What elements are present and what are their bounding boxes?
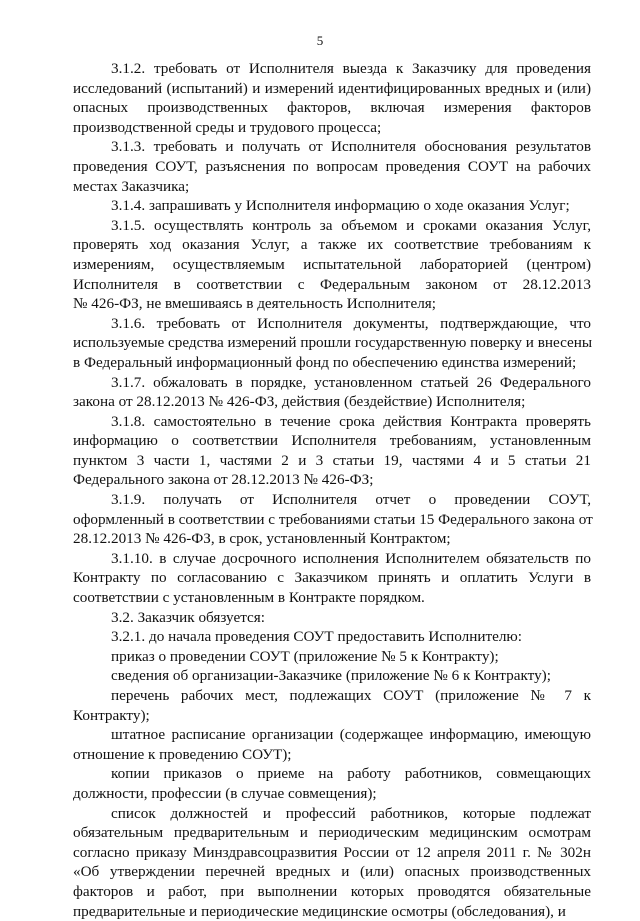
text-line: закона от 28.12.2013 № 426-ФЗ, действия (бездействие) Исполнителя; bbox=[73, 393, 526, 411]
text-line: копии приказов о приеме на работу работников, совмещающих bbox=[111, 765, 591, 783]
paragraph-positions bbox=[73, 804, 591, 921]
text-line: 3.1.10. в случае досрочного исполнения Исполнителем обязательств по bbox=[111, 549, 591, 567]
paragraph-3-1-2 bbox=[73, 59, 591, 137]
text-line: 3.2. Заказчик обязуется: bbox=[111, 608, 265, 626]
text-line: 3.1.4. запрашивать у Исполнителя информацию о ходе оказания Услуг; bbox=[111, 197, 570, 215]
text-line: приказ о проведении СОУТ (приложение № 5 к Контракту); bbox=[111, 647, 499, 665]
paragraph-staffing bbox=[73, 725, 591, 764]
text-line: Исполнителя в соответствии с Федеральным законом от 28.12.2013 bbox=[73, 275, 591, 293]
text-line: информацию о соответствии Исполнителя требованиям, установленным bbox=[73, 432, 591, 450]
text-line: Федерального закона от 28.12.2013 № 426-ФЗ; bbox=[73, 471, 374, 489]
text-line: проверять ход оказания Услуг, а также их соответствие требованиям к bbox=[73, 236, 591, 254]
text-line: используемые средства измерений прошли государственную поверку и внесены bbox=[73, 334, 593, 352]
text-line: отношение к проведению СОУТ); bbox=[73, 745, 292, 763]
text-line: факторов и работ, при выполнении которых проводятся обязательные bbox=[73, 882, 591, 900]
paragraph-3-2 bbox=[73, 608, 591, 628]
text-line: 3.1.5. осуществлять контроль за объемом и сроками оказания Услуг, bbox=[111, 216, 591, 234]
text-line: Контракту по согласованию с Заказчиком принять и оплатить Услуги в bbox=[73, 569, 591, 587]
document-body bbox=[73, 59, 591, 921]
text-line: предварительные и периодические медицинские осмотры (обследования), и bbox=[73, 902, 566, 920]
paragraph-hiring bbox=[73, 764, 591, 803]
text-line: штатное расписание организации (содержащее информацию, имеющую bbox=[111, 726, 591, 744]
text-line: согласно приказу Минздравсоцразвития России от 12 апреля 2011 г. № 302н bbox=[73, 843, 591, 861]
text-line: местах Заказчика; bbox=[73, 177, 190, 195]
paragraph-order bbox=[73, 647, 591, 667]
text-line: 3.1.8. самостоятельно в течение срока действия Контракта проверять bbox=[111, 412, 591, 430]
text-line: 3.1.6. требовать от Исполнителя документы, подтверждающие, что bbox=[111, 314, 591, 332]
text-line: оформленный в соответствии с требованиями статьи 15 Федерального закона от bbox=[73, 510, 593, 528]
paragraph-3-1-9 bbox=[73, 490, 591, 549]
paragraph-3-2-1 bbox=[73, 627, 591, 647]
text-line: обязательным предварительным и периодическим медицинским осмотрам bbox=[73, 824, 591, 842]
text-line: № 426-ФЗ, не вмешиваясь в деятельность Исполнителя; bbox=[73, 295, 436, 313]
paragraph-workplaces bbox=[73, 686, 591, 725]
text-line: проведения СОУТ, разъяснения по вопросам проведения СОУТ на рабочих bbox=[73, 157, 591, 175]
text-line: исследований (испытаний) и измерений идентифицированных вредных и (или) bbox=[73, 79, 591, 97]
page-number: 5 bbox=[316, 33, 324, 48]
paragraph-org-info bbox=[73, 666, 591, 686]
text-line: 3.1.2. требовать от Исполнителя выезда к Заказчику для проведения bbox=[111, 60, 591, 77]
paragraph-3-1-5 bbox=[73, 216, 591, 314]
text-line: опасных производственных факторов, включая измерения факторов bbox=[73, 99, 591, 117]
paragraph-3-1-3 bbox=[73, 137, 591, 196]
text-line: перечень рабочих мест, подлежащих СОУТ (приложение № 7 к bbox=[111, 687, 591, 704]
text-line: 3.2.1. до начала проведения СОУТ предоставить Исполнителю: bbox=[111, 628, 523, 646]
text-line: в Федеральный информационный фонд по обеспечению единства измерений; bbox=[73, 353, 577, 371]
text-line: соответствии с установленным в Контракте порядком. bbox=[73, 589, 425, 607]
text-line: сведения об организации-Заказчике (приложение № 6 к Контракту); bbox=[111, 667, 551, 685]
text-line: список должностей и профессий работников, которые подлежат bbox=[111, 804, 591, 822]
paragraph-3-1-4 bbox=[73, 196, 591, 216]
paragraph-3-1-8 bbox=[73, 412, 591, 490]
text-line: должности, профессии (в случае совмещения); bbox=[73, 784, 377, 802]
text-line: 28.12.2013 № 426-ФЗ, в срок, установленный Контрактом; bbox=[73, 530, 451, 548]
paragraph-3-1-10 bbox=[73, 549, 591, 608]
text-line: производственной среды и трудового процесса; bbox=[73, 118, 382, 136]
text-line: 3.1.7. обжаловать в порядке, установленном статьей 26 Федерального bbox=[111, 373, 591, 391]
text-line: 3.1.9. получать от Исполнителя отчет о проведении СОУТ, bbox=[111, 491, 591, 509]
text-line: измерениям, осуществляемым испытательной лабораторией (центром) bbox=[73, 255, 591, 273]
text-line: «Об утверждении перечней вредных и (или) опасных производственных bbox=[73, 863, 591, 881]
paragraph-3-1-6 bbox=[73, 314, 591, 373]
paragraph-3-1-7 bbox=[73, 373, 591, 412]
text-line: Контракту); bbox=[73, 706, 150, 724]
text-line: пунктом 3 части 1, частями 2 и 3 статьи 19, частями 4 и 5 статьи 21 bbox=[73, 451, 591, 469]
text-line: 3.1.3. требовать и получать от Исполнителя обоснования результатов bbox=[111, 138, 591, 156]
